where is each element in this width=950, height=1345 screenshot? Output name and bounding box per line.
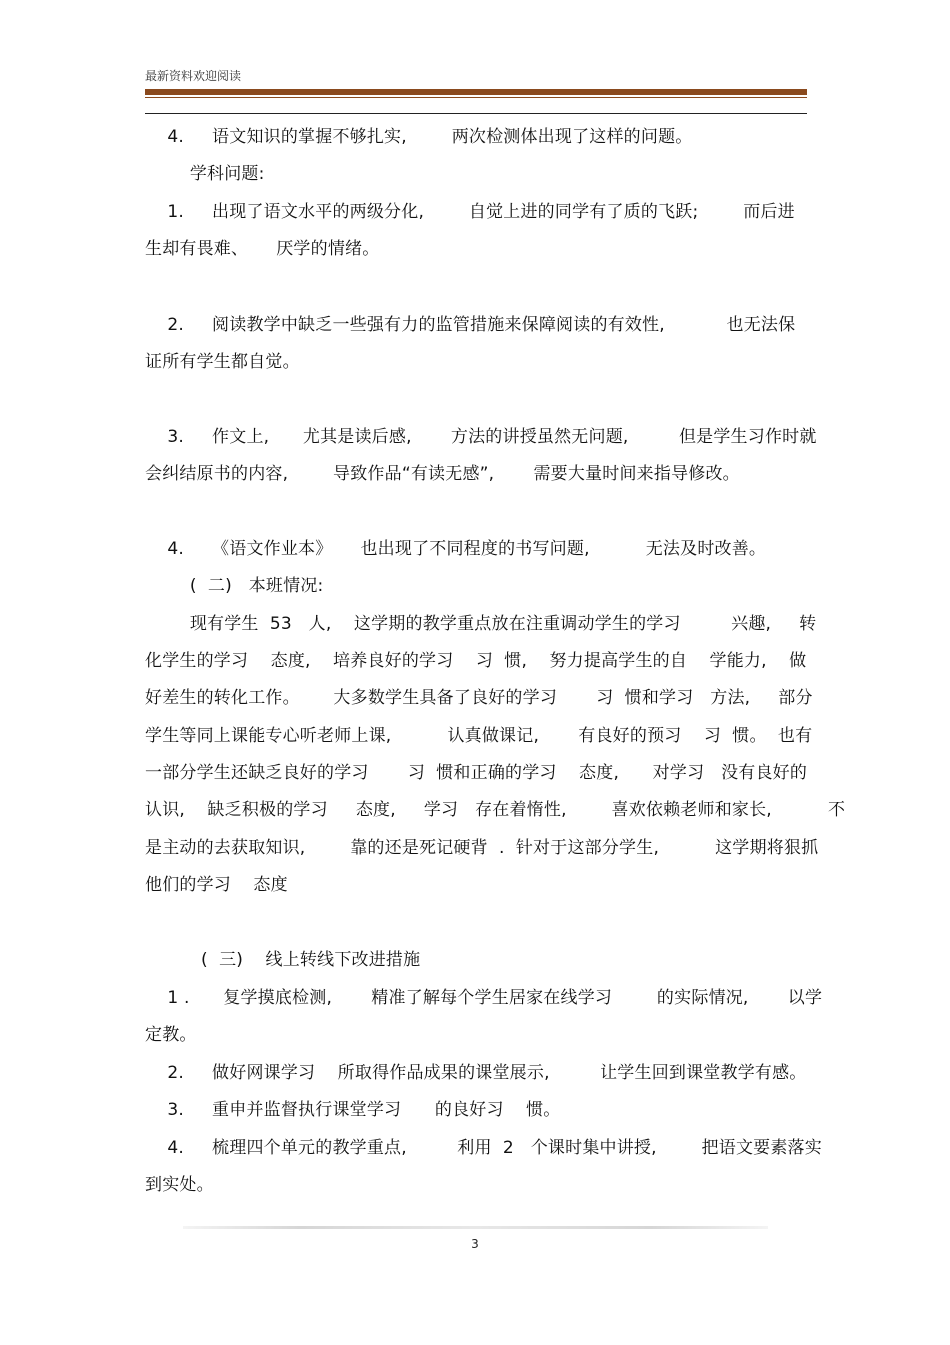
body-line: 4. 语文知识的掌握不够扎实, 两次检测体出现了这样的问题。 xyxy=(145,127,693,147)
header-rule-thin xyxy=(145,97,807,98)
section-heading: ( 二) 本班情况: xyxy=(145,576,324,596)
page-header: 最新资料欢迎阅读 xyxy=(145,69,242,83)
body-line: 学生等同上课能专心听老师上课, 认真做课记, 有良好的预习 习 惯。 也有 xyxy=(145,726,813,746)
body-line: 2. 阅读教学中缺乏一些强有力的监管措施来保障阅读的有效性, 也无法保 xyxy=(145,315,796,335)
page-number: 3 xyxy=(471,1237,479,1251)
header-rule-thick xyxy=(145,89,807,95)
body-line: 他们的学习 态度 xyxy=(145,875,288,895)
body-line: 认识, 缺乏积极的学习 态度, 学习 存在着惰性, 喜欢依赖老师和家长, 不 xyxy=(145,800,846,820)
body-line: 化学生的学习 态度, 培养良好的学习 习 惯, 努力提高学生的自 学能力, 做 xyxy=(145,651,807,671)
body-line: 到实处。 xyxy=(145,1175,214,1195)
footer-rule xyxy=(183,1226,768,1229)
body-line: 2. 做好网课学习 所取得作品成果的课堂展示, 让学生回到课堂教学有感。 xyxy=(145,1063,807,1083)
header-rule-black xyxy=(145,113,807,114)
body-line: 生却有畏难、 厌学的情绪。 xyxy=(145,239,380,259)
body-line: 是主动的去获取知识, 靠的还是死记硬背 . 针对于这部分学生, 这学期将狠抓 xyxy=(145,838,819,858)
body-line: 3. 重申并监督执行课堂学习 的良好习 惯。 xyxy=(145,1100,561,1120)
body-line: 4. 《语文作业本》 也出现了不同程度的书写问题, 无法及时改善。 xyxy=(145,539,767,559)
section-heading: ( 三) 线上转线下改进措施 xyxy=(145,950,421,970)
body-line: 会纠结原书的内容, 导致作品“有读无感”, 需要大量时间来指导修改。 xyxy=(145,464,740,484)
body-line: 好差生的转化工作。 大多数学生具备了良好的学习 习 惯和学习 方法, 部分 xyxy=(145,688,813,708)
body-line: 1. 出现了语文水平的两级分化, 自觉上进的同学有了质的飞跃; 而后进 xyxy=(145,202,795,222)
body-line: 现有学生 53 人, 这学期的教学重点放在注重调动学生的学习 兴趣, 转 xyxy=(145,614,817,634)
body-line: 1 . 复学摸底检测, 精准了解每个学生居家在线学习 的实际情况, 以学 xyxy=(145,988,823,1008)
body-line: 学科问题: xyxy=(145,164,265,184)
body-line: 一部分学生还缺乏良好的学习 习 惯和正确的学习 态度, 对学习 没有良好的 xyxy=(145,763,808,783)
body-line: 定教。 xyxy=(145,1025,197,1045)
body-line: 4. 梳理四个单元的教学重点, 利用 2 个课时集中讲授, 把语文要素落实 xyxy=(145,1138,822,1158)
body-line: 证所有学生都自觉。 xyxy=(145,352,300,372)
body-line: 3. 作文上, 尤其是读后感, 方法的讲授虽然无问题, 但是学生习作时就 xyxy=(145,427,817,447)
